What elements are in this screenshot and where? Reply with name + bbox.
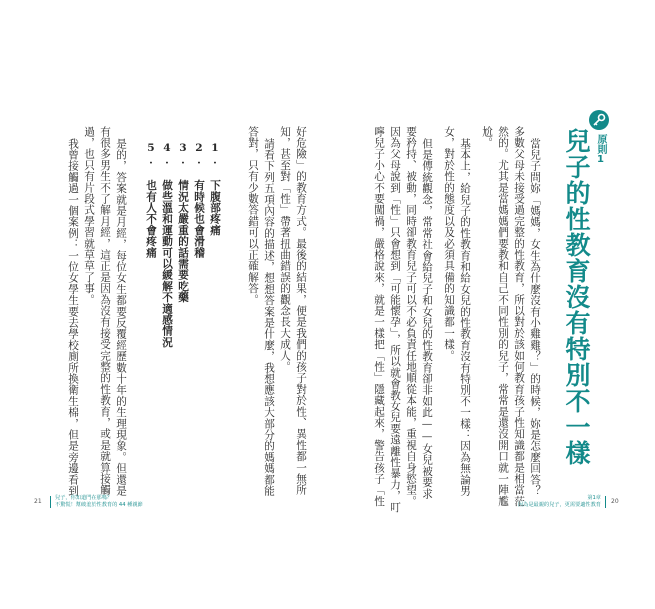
left-paragraph-column: 有很多男生不了解月經，這正是因為沒有接受完整的性教育，或是就算接觸 [99, 126, 111, 496]
left-paragraph-column: 過，也只有片段式學習就草草了事。 [83, 126, 95, 306]
list-item: 1. 下腹部疼痛 [209, 142, 221, 236]
right-paragraph-column: 但是傳統觀念，常常社會給兒子和女兒的性教育卻非如此——女兒被要求 [421, 138, 433, 500]
list-item: 3. 情況太嚴重的話需要吃藥 [177, 142, 189, 303]
right-paragraph-column: 要矜持、被動，同時卻教育兒子可以不必負責任地順從本能，重視自身慾望。 [405, 126, 417, 507]
page-number: 20 [611, 498, 619, 505]
left-paragraph-column: 答對，只有少數答錯可以正確解答。 [247, 126, 259, 306]
book-spread [26, 100, 629, 512]
right-paragraph-column: 尬。 [481, 126, 493, 149]
footer-line: 兒子，你知道門在那嗎？ [55, 495, 113, 501]
left-paragraph-column: 我曾接觸過一個案例：一位女學生要去學校廁所換衛生棉，但是旁邊看到 [67, 138, 79, 497]
running-footer [496, 495, 601, 509]
left-paragraph-column: 好危險」的教育方式。最後的結果，便是我們的孩子對於性、異性都一無所 [295, 126, 307, 496]
footer-line: 不驚慌！幫破羞於性教育的 44 種親節 [55, 502, 143, 508]
footer-line: 因為是最親的兒子，更需要適性教育 [517, 502, 601, 508]
left-paragraph-column: 知，甚至對「性」帶著扭曲錯誤的觀念長大成人。 [279, 126, 291, 373]
principle-label: 原則1 [595, 134, 606, 165]
right-paragraph-column: 因為父母說到「性」只會想到「可能懷孕」，所以就會教女兒要遠離性暴力，叮 [389, 126, 401, 513]
right-paragraph-column: 女，對於性的態度以及必須具備的知識都一樣。 [443, 126, 455, 362]
right-paragraph-column: 嚀兒子小心不要闖禍，嚴格說來，就是一樣把「性」隱藏起來，警告孩子「性 [373, 126, 385, 507]
left-paragraph-column: 是的，答案就是月經，每位女生都要反覆經歷數十年的生理現象。但還是 [115, 138, 127, 497]
right-paragraph-column: 當兒子問妳「媽媽，女生為什麼沒有小雞雞？」的時候，妳是怎麼回答？ [529, 138, 541, 497]
list-item: 5. 也有人不會疼痛 [145, 142, 157, 259]
chapter-title: 兒子的性教育沒有特別不一樣 [562, 128, 591, 466]
left-paragraph-column: 請看下列五項內容的描述，想想答案是什麼，我想應該大部分的媽媽都能 [263, 138, 275, 497]
key-icon [589, 110, 609, 130]
footer-line: 第1章 [587, 495, 601, 501]
footer-divider [605, 496, 606, 508]
right-paragraph-column: 然的。尤其是當媽媽們要教和自己不同性別的兒子，常常是還沒開口就一陣尷 [497, 126, 509, 507]
right-paragraph-column: 多數父母未接受過完整的性教育，所以對於該如何教育孩子性知識都是相當茫 [513, 126, 525, 507]
page-number: 21 [34, 498, 42, 505]
list-item: 2. 有時候也會滑稽 [193, 142, 205, 259]
footer-divider [50, 496, 51, 508]
running-footer [55, 495, 143, 509]
right-paragraph-column: 基本上，給兒子的性教育和給女兒的性教育沒有特別不一樣：因為無論男 [459, 138, 471, 497]
list-item: 4. 做些溫和運動可以緩解不適感情況 [161, 142, 173, 348]
